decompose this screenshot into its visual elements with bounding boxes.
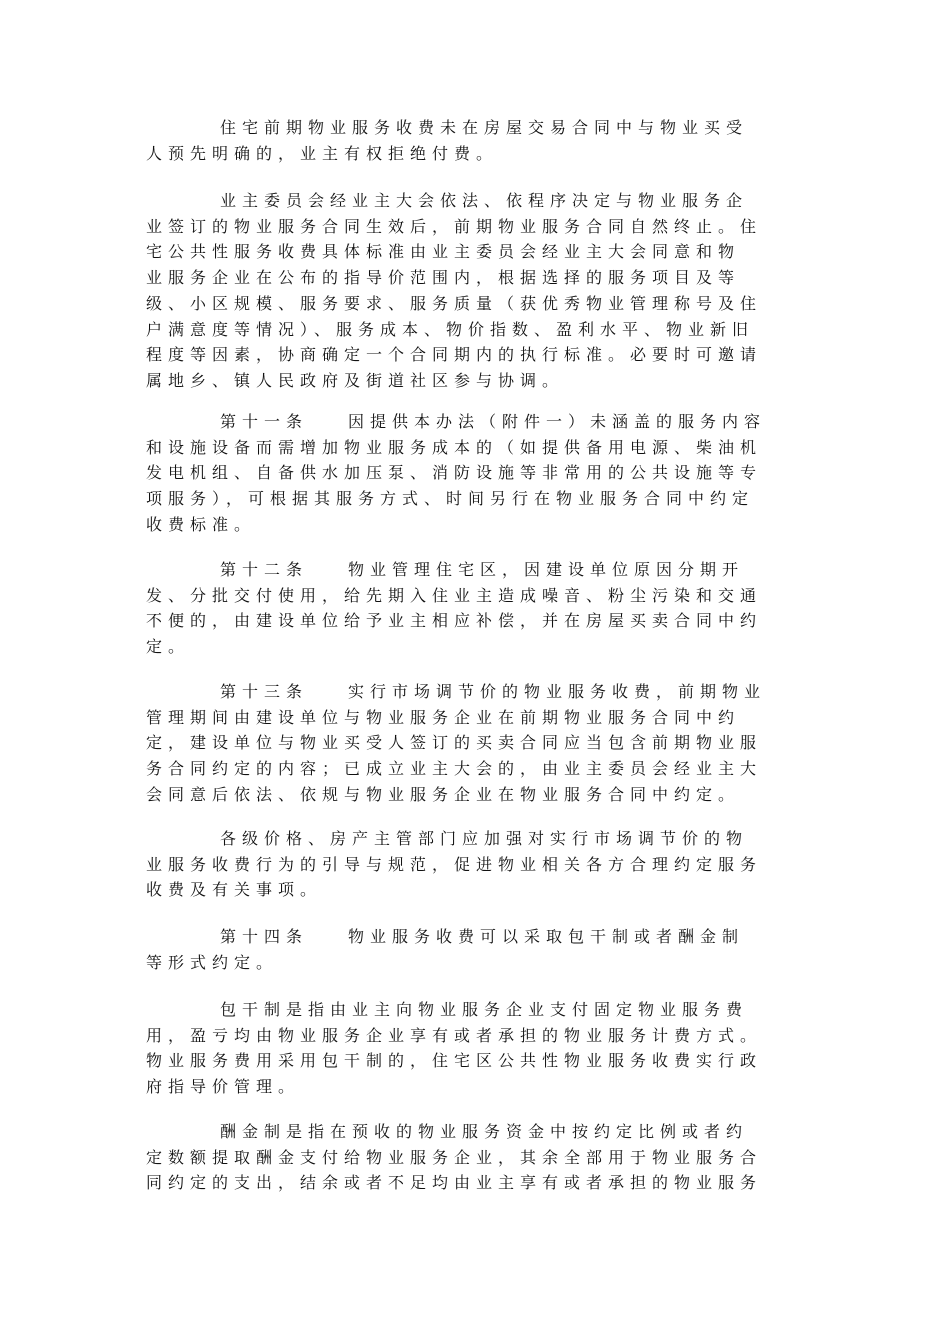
text-line: 不便的，由建设单位给予业主相应补偿，并在房屋买卖合同中约 (146, 611, 763, 631)
paragraph (146, 826, 800, 903)
text-line: 和设施设备而需增加物业服务成本的（如提供备用电源、柴油机 (146, 437, 763, 457)
paragraph (146, 115, 800, 166)
text-line: 酬金制是指在预收的物业服务资金中按约定比例或者约 (220, 1122, 749, 1141)
paragraph (146, 997, 800, 1100)
text-line: 发、分批交付使用，给先期入住业主造成噪音、粉尘污染和交通 (146, 585, 763, 605)
text-line: 人预先明确的，业主有权拒绝付费。 (146, 143, 499, 163)
text-line: 户满意度等情况）、服务成本、物价指数、盈利水平、物业新旧 (146, 319, 755, 339)
text-line: 包干制是指由业主向物业服务企业支付固定物业服务费 (220, 1000, 749, 1019)
text-line: 同约定的支出，结余或者不足均由业主享有或者承担的物业服务 (146, 1173, 763, 1193)
text-line: 管理期间由建设单位与物业服务企业在前期物业服务合同中约 (146, 707, 741, 727)
text-line (146, 924, 800, 950)
text-line: 定。 (146, 637, 191, 657)
text-line: 程度等因素，协商确定一个合同期内的执行标准。必要时可邀请 (146, 345, 763, 365)
text-line: 业签订的物业服务合同生效后，前期物业服务合同自然终止。住 (146, 216, 763, 236)
article-paragraph (146, 557, 800, 660)
text-line: 定，建设单位与物业买受人签订的买卖合同应当包含前期物业服 (146, 733, 763, 753)
text-line: 各级价格、房产主管部门应加强对实行市场调节价的物 (220, 829, 749, 848)
article-text: 实行市场调节价的物业服务收费，前期物业 (348, 682, 767, 701)
text-line: 等形式约定。 (146, 952, 279, 972)
text-line: 宅公共性服务收费具体标准由业主委员会经业主大会同意和物 (146, 242, 741, 262)
text-line: 用，盈亏均由物业服务企业享有或者承担的物业服务计费方式。 (146, 1025, 763, 1045)
article-text: 物业管理住宅区，因建设单位原因分期开 (348, 560, 745, 579)
article-number: 第十二条 (220, 560, 309, 579)
article-text: 物业服务收费可以采取包干制或者酬金制 (348, 927, 745, 946)
text-line: 物业服务费用采用包干制的，住宅区公共性物业服务收费实行政 (146, 1051, 763, 1071)
text-line: 会同意后依法、依规与物业服务企业在物业服务合同中约定。 (146, 784, 741, 804)
article-paragraph (146, 679, 800, 808)
text-line: 发电机组、自备供水加压泵、消防设施等非常用的公共设施等专 (146, 463, 763, 483)
text-line: 业服务企业在公布的指导价范围内，根据选择的服务项目及等 (146, 268, 741, 288)
text-line: 务合同约定的内容；已成立业主大会的，由业主委员会经业主大 (146, 759, 763, 779)
article-number: 第十三条 (220, 682, 309, 701)
article-paragraph (146, 409, 800, 538)
text-line: 业主委员会经业主大会依法、依程序决定与物业服务企 (220, 191, 749, 210)
text-line (146, 409, 800, 435)
text-line: 住宅前期物业服务收费未在房屋交易合同中与物业买受 (220, 118, 749, 137)
text-line: 府指导价管理。 (146, 1077, 301, 1097)
text-line: 定数额提取酬金支付给物业服务企业，其余全部用于物业服务合 (146, 1147, 763, 1167)
paragraph (146, 188, 800, 394)
text-line: 收费标准。 (146, 514, 257, 534)
article-number: 第十四条 (220, 927, 309, 946)
text-line: 项服务），可根据其服务方式、时间另行在物业服务合同中约定 (146, 489, 755, 509)
text-line: 收费及有关事项。 (146, 880, 323, 900)
article-paragraph (146, 924, 800, 975)
text-line: 业服务收费行为的引导与规范，促进物业相关各方合理约定服务 (146, 854, 763, 874)
text-line: 属地乡、镇人民政府及街道社区参与协调。 (146, 370, 565, 390)
paragraph (146, 1119, 800, 1196)
article-number: 第十一条 (220, 412, 309, 431)
article-text: 因提供本办法（附件一）未涵盖的服务内容 (348, 412, 767, 431)
text-line (146, 679, 800, 705)
text-line (146, 557, 800, 583)
text-line: 级、小区规模、服务要求、服务质量（获优秀物业管理称号及住 (146, 293, 763, 313)
